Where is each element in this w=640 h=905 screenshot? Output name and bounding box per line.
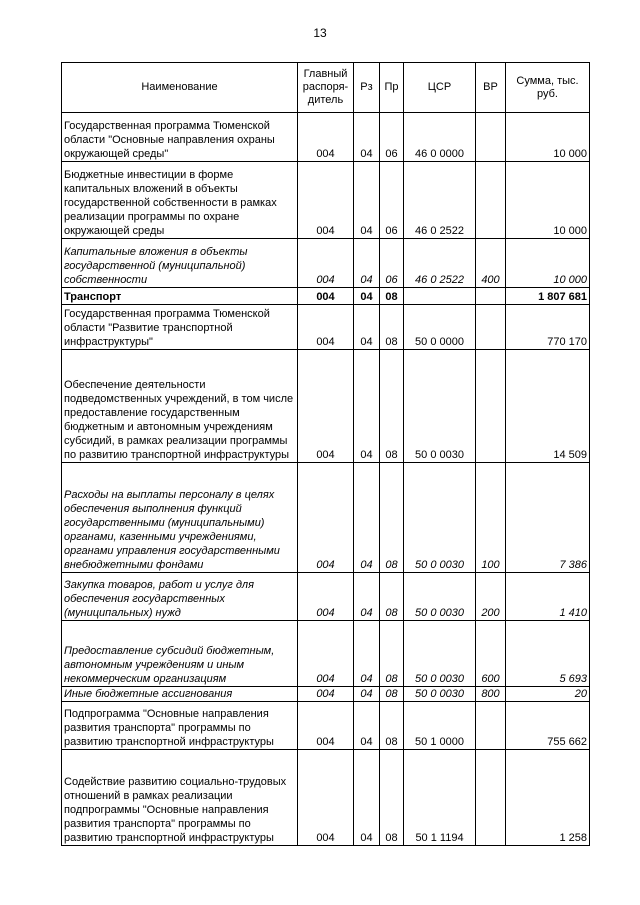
cell-pr: 08 <box>380 463 404 573</box>
table-row <box>62 350 590 463</box>
cell-sum: 10 000 <box>506 239 590 288</box>
cell-csr: 50 0 0030 <box>404 573 476 621</box>
cell-name: Закупка товаров, работ и услуг для обеспечения государственных (муниципальных) нужд <box>62 573 298 621</box>
table-body <box>62 113 590 846</box>
table-row <box>62 573 590 621</box>
cell-pr: 08 <box>380 750 404 846</box>
budget-table <box>61 62 590 846</box>
table-header-row <box>62 63 590 113</box>
cell-vr: 100 <box>476 463 506 573</box>
cell-name: Иные бюджетные ассигнования <box>62 687 298 702</box>
cell-admin: 004 <box>298 463 354 573</box>
cell-vr <box>476 750 506 846</box>
cell-rz: 04 <box>354 113 380 162</box>
cell-sum: 7 386 <box>506 463 590 573</box>
cell-admin: 004 <box>298 288 354 305</box>
cell-rz: 04 <box>354 750 380 846</box>
column-header-rz: Рз <box>354 63 380 113</box>
cell-name: Обеспечение деятельности подведомственных учреждений, в том числе предоставление государственным бюджетным и автономным учреждениям субсидий, в рамках реализации программы по развитию транспортной инфраструктуры <box>62 350 298 463</box>
cell-vr: 600 <box>476 621 506 687</box>
cell-csr: 50 1 1194 <box>404 750 476 846</box>
cell-csr: 50 0 0030 <box>404 350 476 463</box>
column-header-sum: Сумма, тыс. руб. <box>506 63 590 113</box>
cell-sum: 20 <box>506 687 590 702</box>
cell-admin: 004 <box>298 702 354 750</box>
cell-pr: 08 <box>380 687 404 702</box>
cell-vr <box>476 113 506 162</box>
cell-pr: 06 <box>380 162 404 239</box>
table-row <box>62 113 590 162</box>
cell-name: Бюджетные инвестиции в форме капитальных вложений в объекты государственной собственности в рамках реализации программы по охране окружающей среды <box>62 162 298 239</box>
column-header-csr: ЦСР <box>404 63 476 113</box>
cell-name: Государственная программа Тюменской области "Развитие транспортной инфраструктуры" <box>62 305 298 350</box>
cell-vr: 200 <box>476 573 506 621</box>
table-row <box>62 288 590 305</box>
cell-sum: 14 509 <box>506 350 590 463</box>
table-row <box>62 750 590 846</box>
cell-pr: 08 <box>380 305 404 350</box>
table-row <box>62 687 590 702</box>
cell-vr <box>476 305 506 350</box>
cell-sum: 1 258 <box>506 750 590 846</box>
cell-name: Подпрограмма "Основные направления развития транспорта" программы по развитию транспортной инфраструктуры <box>62 702 298 750</box>
cell-rz: 04 <box>354 687 380 702</box>
cell-name: Содействие развитию социально-трудовых отношений в рамках реализации подпрограммы "Основные направления развития транспорта" программы по развитию транспортной инфраструктуры <box>62 750 298 846</box>
cell-admin: 004 <box>298 750 354 846</box>
cell-rz: 04 <box>354 573 380 621</box>
cell-pr: 08 <box>380 702 404 750</box>
cell-sum: 10 000 <box>506 162 590 239</box>
column-header-pr: Пр <box>380 63 404 113</box>
cell-sum: 770 170 <box>506 305 590 350</box>
cell-admin: 004 <box>298 573 354 621</box>
cell-rz: 04 <box>354 305 380 350</box>
cell-rz: 04 <box>354 239 380 288</box>
table-row <box>62 621 590 687</box>
cell-csr: 50 0 0030 <box>404 463 476 573</box>
cell-admin: 004 <box>298 621 354 687</box>
cell-name: Транспорт <box>62 288 298 305</box>
cell-sum: 1 410 <box>506 573 590 621</box>
cell-sum: 755 662 <box>506 702 590 750</box>
cell-rz: 04 <box>354 288 380 305</box>
cell-pr: 08 <box>380 288 404 305</box>
cell-csr: 50 0 0030 <box>404 687 476 702</box>
table-row <box>62 702 590 750</box>
cell-rz: 04 <box>354 350 380 463</box>
cell-sum: 5 693 <box>506 621 590 687</box>
cell-admin: 004 <box>298 113 354 162</box>
cell-pr: 06 <box>380 239 404 288</box>
cell-csr: 46 0 0000 <box>404 113 476 162</box>
cell-csr: 46 0 2522 <box>404 162 476 239</box>
cell-rz: 04 <box>354 463 380 573</box>
cell-admin: 004 <box>298 162 354 239</box>
cell-admin: 004 <box>298 687 354 702</box>
page-number: 13 <box>313 26 327 40</box>
cell-csr: 50 0 0000 <box>404 305 476 350</box>
cell-sum: 1 807 681 <box>506 288 590 305</box>
cell-csr: 50 0 0030 <box>404 621 476 687</box>
cell-pr: 08 <box>380 621 404 687</box>
cell-vr <box>476 702 506 750</box>
cell-csr <box>404 288 476 305</box>
cell-sum: 10 000 <box>506 113 590 162</box>
cell-name: Расходы на выплаты персоналу в целях обеспечения выполнения функций государственными (муниципальными) органами, казенными учреждениями, органами управления государственными внебюджетными фондами <box>62 463 298 573</box>
cell-name: Государственная программа Тюменской области "Основные направления охраны окружающей среды" <box>62 113 298 162</box>
cell-rz: 04 <box>354 162 380 239</box>
cell-pr: 08 <box>380 573 404 621</box>
table-row <box>62 463 590 573</box>
column-header-admin: Главный распоря-дитель <box>298 63 354 113</box>
column-header-vr: ВР <box>476 63 506 113</box>
cell-vr: 400 <box>476 239 506 288</box>
cell-name: Предоставление субсидий бюджетным, автономным учреждениям и иным некоммерческим организациям <box>62 621 298 687</box>
cell-pr: 06 <box>380 113 404 162</box>
column-header-name: Наименование <box>62 63 298 113</box>
table-row <box>62 305 590 350</box>
cell-csr: 50 1 0000 <box>404 702 476 750</box>
cell-rz: 04 <box>354 702 380 750</box>
cell-admin: 004 <box>298 305 354 350</box>
table-row <box>62 239 590 288</box>
cell-csr: 46 0 2522 <box>404 239 476 288</box>
cell-rz: 04 <box>354 621 380 687</box>
cell-vr <box>476 288 506 305</box>
cell-admin: 004 <box>298 239 354 288</box>
cell-vr <box>476 350 506 463</box>
cell-pr: 08 <box>380 350 404 463</box>
cell-vr: 800 <box>476 687 506 702</box>
table-row <box>62 162 590 239</box>
cell-vr <box>476 162 506 239</box>
cell-admin: 004 <box>298 350 354 463</box>
cell-name: Капитальные вложения в объекты государственной (муниципальной) собственности <box>62 239 298 288</box>
